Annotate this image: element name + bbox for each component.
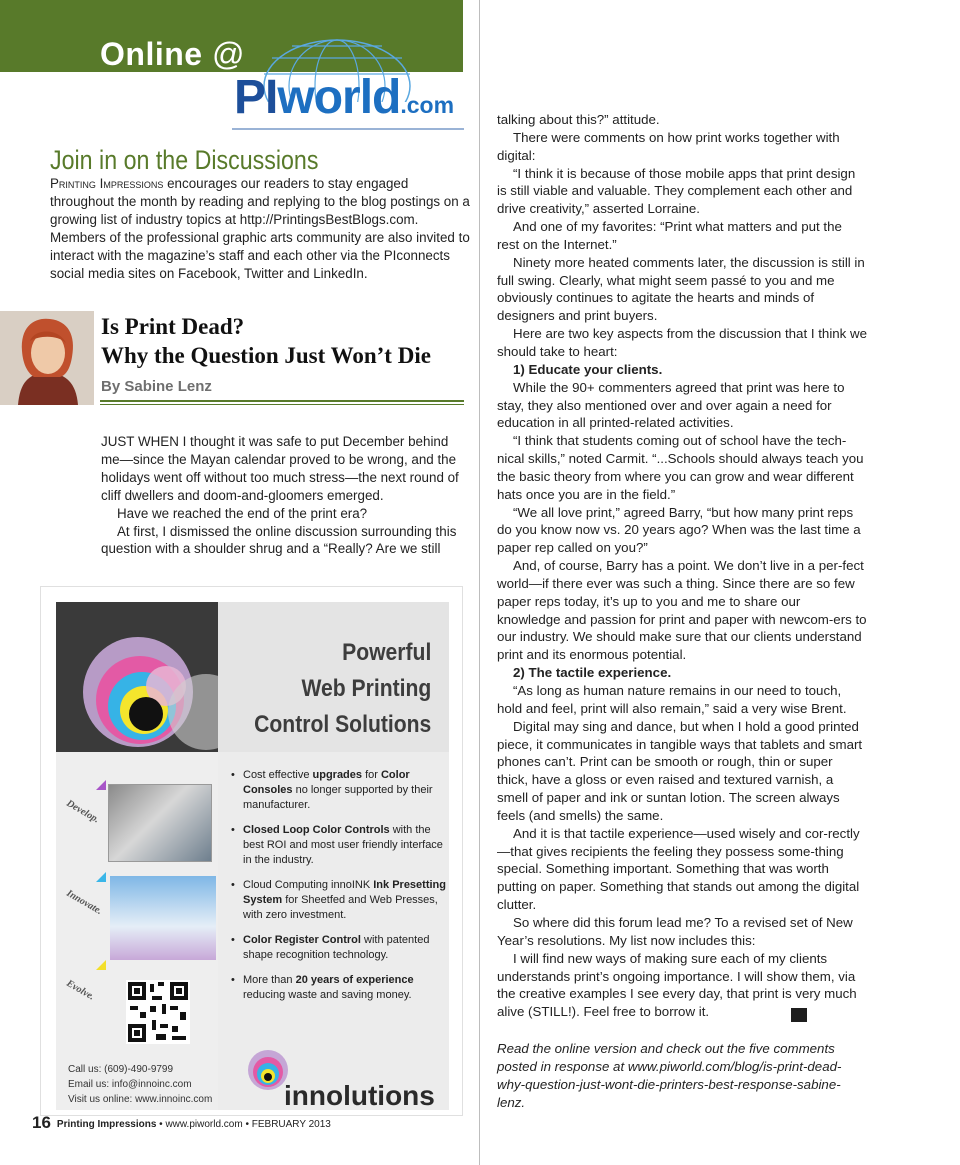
- article-column: [497, 111, 867, 1111]
- article-title: Is Print Dead? Why the Question Just Won’t Die: [101, 314, 431, 368]
- cloud-computing-photo: [110, 876, 216, 960]
- yellow-triangle-icon: [96, 960, 106, 970]
- article-paragraph: Digital may sing and dance, but when I hold a good printed piece, it communicates in tangible ways that tablets and smart phones can’t. Print can be smooth or rough, thin or super thick, have a gloss or even raised and textured varnish, a smell of paper and ink or suntan lotion. The screen always feels (and smells) the same.: [497, 718, 863, 823]
- evolve-label: Evolve.: [64, 978, 97, 1003]
- ad-contact-info: [68, 1062, 212, 1107]
- article-paragraph: There were comments on how print works together with digital:: [497, 129, 840, 163]
- ad-headline: Powerful Web Printing Control Solutions: [253, 639, 431, 738]
- publication-name: Printing Impressions: [50, 176, 164, 191]
- author-photo: [0, 311, 94, 405]
- article-paragraph: And, of course, Barry has a point. We don’t live in a per-fect world—if there ever was such a thing. Since there are so few paper reps today, it’s up to you and me to share our knowledge and passion for print and paper with newcom-ers to our industry. We should make sure that our clients understand print and its enormous potential.: [497, 558, 867, 663]
- end-mark-icon: PI: [791, 1008, 807, 1022]
- title-rule-thin: [100, 404, 464, 405]
- purple-triangle-icon: [96, 780, 106, 790]
- ad-feature-item: • More than 20 years of experience reducing waste and saving money.: [228, 973, 446, 1003]
- ad-website[interactable]: Visit us online: www.innoinc.com: [68, 1094, 213, 1105]
- ad-dark-block: [56, 602, 218, 752]
- cyan-triangle-icon: [96, 872, 106, 882]
- article-paragraph: And one of my favorites: “Print what matters and put the rest on the Internet.”: [497, 219, 842, 252]
- article-paragraph: talking about this?” attitude.: [497, 112, 660, 127]
- control-console-photo: [108, 784, 212, 862]
- article-paragraph: “As long as human nature remains in our need to touch, hold and feel, print will also remain,” said a very wise Brent.: [497, 683, 847, 716]
- article-paragraph: While the 90+ commenters agreed that print was here to stay, they also mentioned over and over again a need for education in all printed-related activities.: [497, 379, 845, 431]
- ad-feature-item: • Cost effective upgrades for Color Consoles no longer supported by their manufacturer.: [228, 768, 446, 813]
- ad-email[interactable]: Email us: info@innoinc.com: [68, 1079, 192, 1090]
- innolutions-advertisement[interactable]: [40, 586, 463, 1116]
- title-rule: [100, 400, 464, 402]
- ad-phone[interactable]: Call us: (609)-490-9799: [68, 1064, 174, 1075]
- article-paragraph: So where did this forum lead me? To a revised set of New Year’s resolutions. My list now includes this:: [497, 914, 853, 948]
- byline: By Sabine Lenz: [101, 378, 212, 395]
- innovate-label: Innovate.: [64, 888, 104, 918]
- article-paragraph: Ninety more heated comments later, the discussion is still in full swing. Clearly, what might seem passé to you and me obviously continues to agitate the hearts and minds of designers and print buyers.: [497, 254, 865, 324]
- develop-label: Develop.: [64, 798, 102, 826]
- innolutions-wordmark: innolutions: [284, 1080, 435, 1111]
- ad-feature-item: • Closed Loop Color Controls with the best ROI and most user friendly interface in the industry.: [228, 823, 446, 868]
- online-label: Online @: [100, 36, 245, 72]
- footer-publication: Printing Impressions: [56, 1119, 157, 1130]
- article-paragraph: I will find new ways of making sure each of my clients understands print’s ongoing importance. I will show them, via the creative examples I see every day, that print is very much alive (STILL!). Feel free to borrow it. PI: [497, 950, 857, 1021]
- ad-feature-item: • Color Register Control with patented shape recognition technology.: [228, 933, 446, 963]
- section-heading: 2) The tactile experience.: [513, 665, 672, 681]
- logo-underline: [232, 128, 464, 130]
- section-heading: 1) Educate your clients.: [513, 361, 663, 377]
- ad-feature-item: • Cloud Computing innoINK Ink Presetting System for Sheetfed and Web Presses, with zero investment.: [228, 878, 446, 923]
- intro-text: [101, 433, 461, 558]
- article-paragraph: “I think that students coming out of school have the tech-nical skills,” noted Carmit. “...Schools should always teach you the basic theory from where you can grow and wear different hats once you are in the field.”: [497, 433, 864, 502]
- intro-paragraph: JUST WHEN I thought it was safe to put December behind me—since the Mayan calendar proved to be wrong, and the holidays went off without too much stress—the next round of cliff dwellers and doom-and-gloomers emerged.: [101, 434, 459, 503]
- article-paragraph: “We all love print,” agreed Barry, “but how many print reps do you know now vs. 20 years ago? When was the last time a paper rep called on you?”: [497, 504, 861, 556]
- page-number: 16: [32, 1113, 51, 1132]
- article-paragraph: And it is that tactile experience—used wisely and cor-rectly—that gives recipients the feeling they possess some-thing special. Something important. Something that was worth putting on paper. Something that stands out among the digital clutter.: [497, 825, 860, 913]
- ad-features-list: [228, 768, 446, 1013]
- column-divider: [479, 0, 480, 1165]
- intro-paragraph: At first, I dismissed the online discussion surrounding this question with a shoulder shrug and a “Really? Are we still: [101, 523, 457, 557]
- ad-panel: [56, 602, 449, 1110]
- intro-paragraph: Have we reached the end of the print era?: [117, 505, 368, 521]
- qr-code[interactable]: [126, 980, 190, 1044]
- join-heading: Join in on the Discussions: [50, 145, 319, 175]
- page-footer: [32, 1113, 331, 1133]
- join-paragraph: Printing Impressions encourages our readers to stay engaged throughout the month by reading and replying to the blog postings on a growing list of industry topics at http://PrintingsBestBlogs.com. Members of the professional graphic arts community are also invited to interact with the magazine’s staff and each other via the PIconnects social media sites on Facebook, Twitter and LinkedIn.: [50, 176, 470, 281]
- article-paragraph: “I think it is because of those mobile apps that print design is still viable and valuable. They complement each other and drive creativity,” asserted Lorraine.: [497, 165, 856, 217]
- piworld-logo: PIworld.com: [234, 71, 455, 124]
- article-paragraph: Here are two key aspects from the discussion that I think we should take to heart:: [497, 326, 868, 359]
- footer-info: • www.piworld.com • FEBRUARY 2013: [156, 1119, 331, 1130]
- ad-headline-block: [218, 602, 449, 752]
- article-footnote: Read the online version and check out the five comments posted in response at www.piworld.com/blog/is-print-dead-why-question-just-wont-die-printers-best-response-sabine-lenz.: [497, 1041, 842, 1110]
